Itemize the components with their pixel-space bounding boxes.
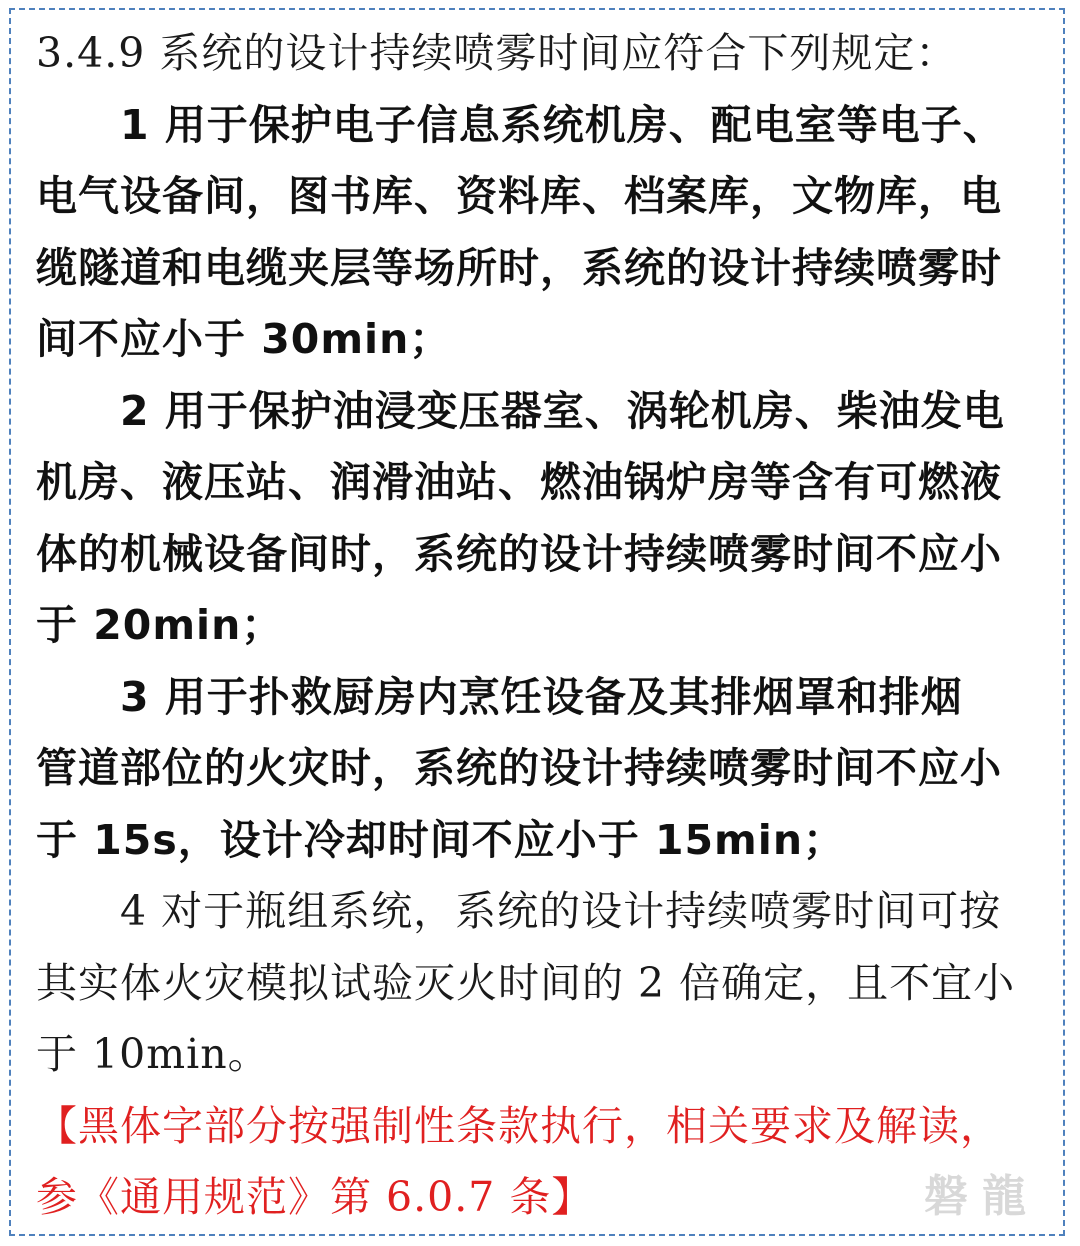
item-1-line-3: 缆隧道和电缆夹层等场所时，系统的设计持续喷雾时	[36, 243, 1002, 292]
item-3-line-1: 3 用于扑救厨房内烹饪设备及其排烟罩和排烟	[120, 672, 963, 721]
item-2-line-1: 2 用于保护油浸变压器室、涡轮机房、柴油发电	[120, 386, 1005, 435]
item-4-line-1: 4 对于瓶组系统，系统的设计持续喷雾时间可按	[120, 887, 1002, 935]
item-2-line-3: 体的机械设备间时，系统的设计持续喷雾时间不应小	[36, 529, 1002, 578]
item-2-line-2: 机房、液压站、润滑油站、燃油锅炉房等含有可燃液	[36, 458, 1002, 506]
watermark-logo: 磐龍	[924, 1171, 1040, 1222]
item-4-line-2: 其实体火灾模拟试验灭火时间的 2 倍确定，且不宜小	[36, 958, 1016, 1007]
item-1-line-4: 间不应小于 30min；	[36, 315, 452, 363]
item-2-line-4: 于 20min；	[36, 601, 284, 649]
item-1-line-2: 电气设备间，图书库、资料库、档案库，文物库，电	[36, 172, 1002, 220]
note-line-1: 【黑体字部分按强制性条款执行，相关要求及解读，	[36, 1101, 1002, 1150]
document-body	[36, 18, 1048, 1234]
item-4-line-3: 于 10min。	[36, 1030, 270, 1078]
clause-heading: 3.4.9 系统的设计持续喷雾时间应符合下列规定：	[36, 29, 958, 77]
item-1-line-1: 1 用于保护电子信息系统机房、配电室等电子、	[120, 100, 1005, 149]
note-line-2: 参《通用规范》第 6.0.7 条】	[36, 1173, 594, 1221]
item-3-line-2: 管道部位的火灾时，系统的设计持续喷雾时间不应小	[36, 744, 1002, 792]
item-3-line-3: 于 15s，设计冷却时间不应小于 15min；	[36, 815, 846, 864]
